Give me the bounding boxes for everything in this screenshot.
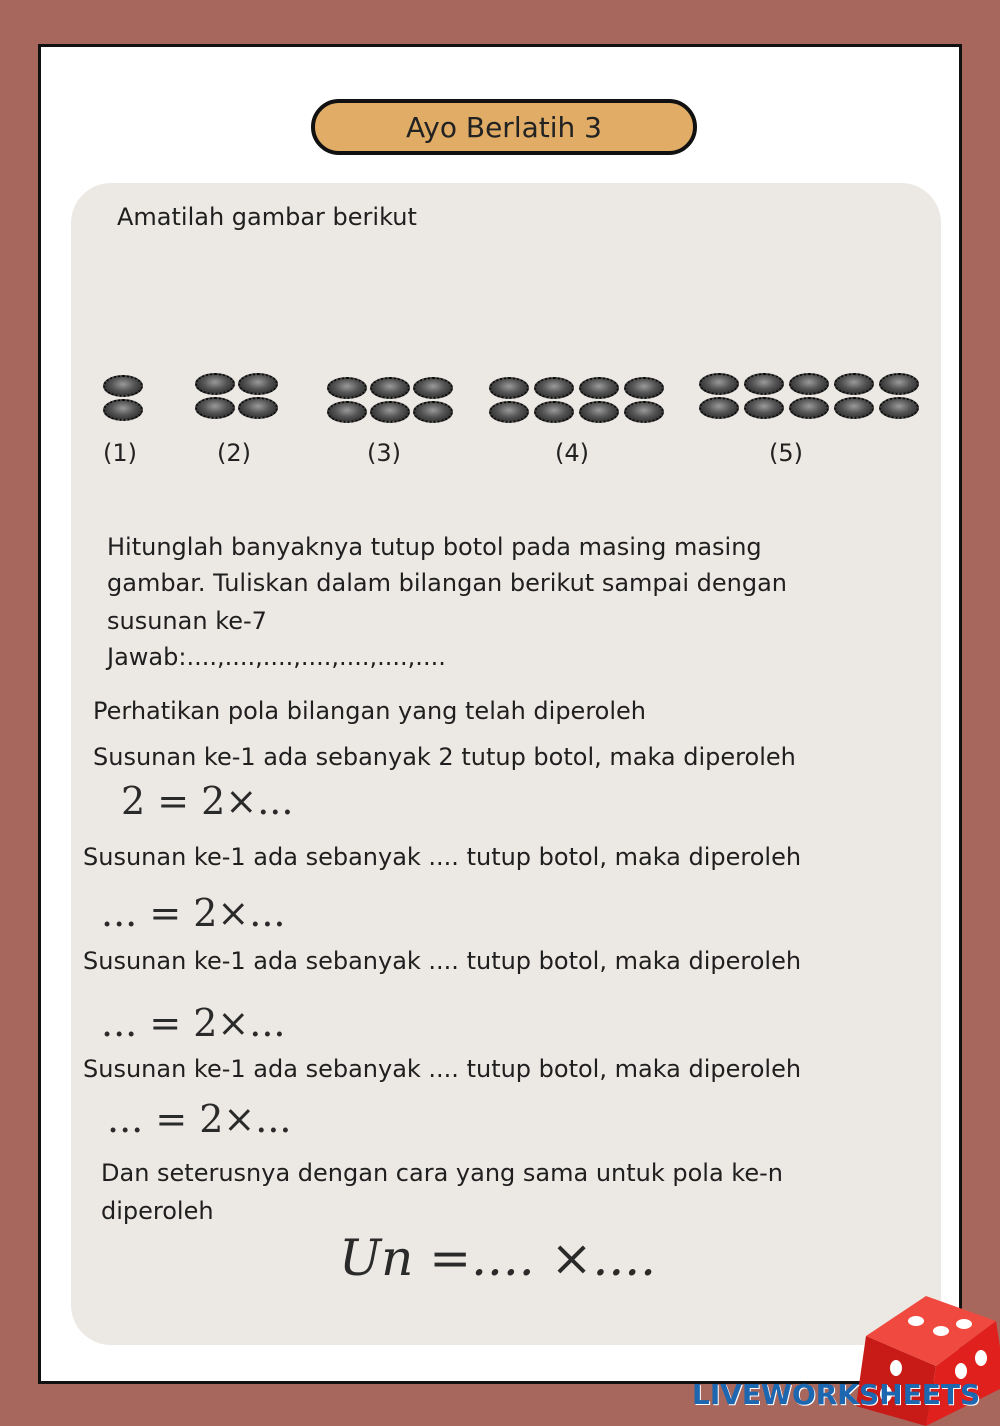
step-1-equation: 2 = 2×... — [121, 779, 294, 823]
bottle-cap — [699, 373, 739, 395]
step-3-text: Susunan ke-1 ada sebanyak .... tutup botol, maka diperoleh — [83, 947, 802, 975]
figure-1-bottle-caps — [103, 375, 143, 421]
bottle-cap — [489, 401, 529, 423]
bottle-cap — [195, 373, 235, 395]
figure-5-bottle-caps — [699, 373, 921, 419]
step-2-text: Susunan ke-1 ada sebanyak .... tutup botol, maka diperoleh — [83, 843, 802, 871]
bottle-cap — [789, 373, 829, 395]
bottle-cap — [238, 373, 278, 395]
figure-label-1: (1) — [103, 439, 137, 467]
bottle-cap — [327, 401, 367, 423]
bottle-cap — [238, 397, 278, 419]
bottle-cap — [103, 399, 143, 421]
title-banner — [311, 99, 697, 155]
step-4-equation: ... = 2×... — [107, 1097, 292, 1141]
bottle-cap — [744, 373, 784, 395]
bottle-cap — [579, 401, 619, 423]
figure-label-2: (2) — [217, 439, 251, 467]
bottle-cap — [413, 401, 453, 423]
worksheet-page — [38, 44, 962, 1384]
content-panel — [71, 183, 941, 1345]
bottle-cap — [370, 401, 410, 423]
bottle-cap — [413, 377, 453, 399]
pattern-intro: Perhatikan pola bilangan yang telah diperoleh — [93, 697, 646, 725]
conclusion-line-1: Dan seterusnya dengan cara yang sama untuk pola ke-n — [101, 1159, 783, 1187]
figure-2-bottle-caps — [195, 373, 278, 419]
figure-label-3: (3) — [367, 439, 401, 467]
bottle-cap — [624, 377, 664, 399]
bottle-cap — [489, 377, 529, 399]
question-line-3: susunan ke-7 — [107, 607, 267, 635]
step-4-text: Susunan ke-1 ada sebanyak .... tutup botol, maka diperoleh — [83, 1055, 802, 1083]
step-2-equation: ... = 2×... — [101, 891, 286, 935]
figure-4-bottle-caps — [489, 377, 666, 423]
instruction-text: Amatilah gambar berikut — [117, 203, 417, 231]
answer-blank: Jawab:....,....,....,....,....,....,.... — [107, 643, 446, 671]
bottle-cap — [834, 397, 874, 419]
bottle-cap — [534, 377, 574, 399]
worksheet-title: Ayo Berlatih 3 — [406, 110, 602, 144]
bottle-cap — [624, 401, 664, 423]
bottle-cap — [370, 377, 410, 399]
bottle-cap — [789, 397, 829, 419]
figure-label-4: (4) — [555, 439, 589, 467]
figure-label-5: (5) — [769, 439, 803, 467]
bottle-cap — [327, 377, 367, 399]
liveworksheets-watermark: LIVEWORKSHEETS — [692, 1378, 981, 1411]
bottle-cap — [879, 373, 919, 395]
bottle-cap — [195, 397, 235, 419]
bottle-cap — [879, 397, 919, 419]
bottle-cap — [699, 397, 739, 419]
bottle-cap — [103, 375, 143, 397]
question-line-1: Hitunglah banyaknya tutup botol pada masing masing — [107, 533, 762, 561]
bottle-cap — [834, 373, 874, 395]
bottle-cap — [579, 377, 619, 399]
step-1-text: Susunan ke-1 ada sebanyak 2 tutup botol, maka diperoleh — [93, 743, 796, 771]
bottle-cap — [534, 401, 574, 423]
conclusion-line-2: diperoleh — [101, 1197, 214, 1225]
step-3-equation: ... = 2×... — [101, 1001, 286, 1045]
bottle-cap — [744, 397, 784, 419]
figure-3-bottle-caps — [327, 377, 453, 423]
general-formula: Un =.... ×.... — [339, 1229, 657, 1287]
question-line-2: gambar. Tuliskan dalam bilangan berikut sampai dengan — [107, 569, 788, 597]
